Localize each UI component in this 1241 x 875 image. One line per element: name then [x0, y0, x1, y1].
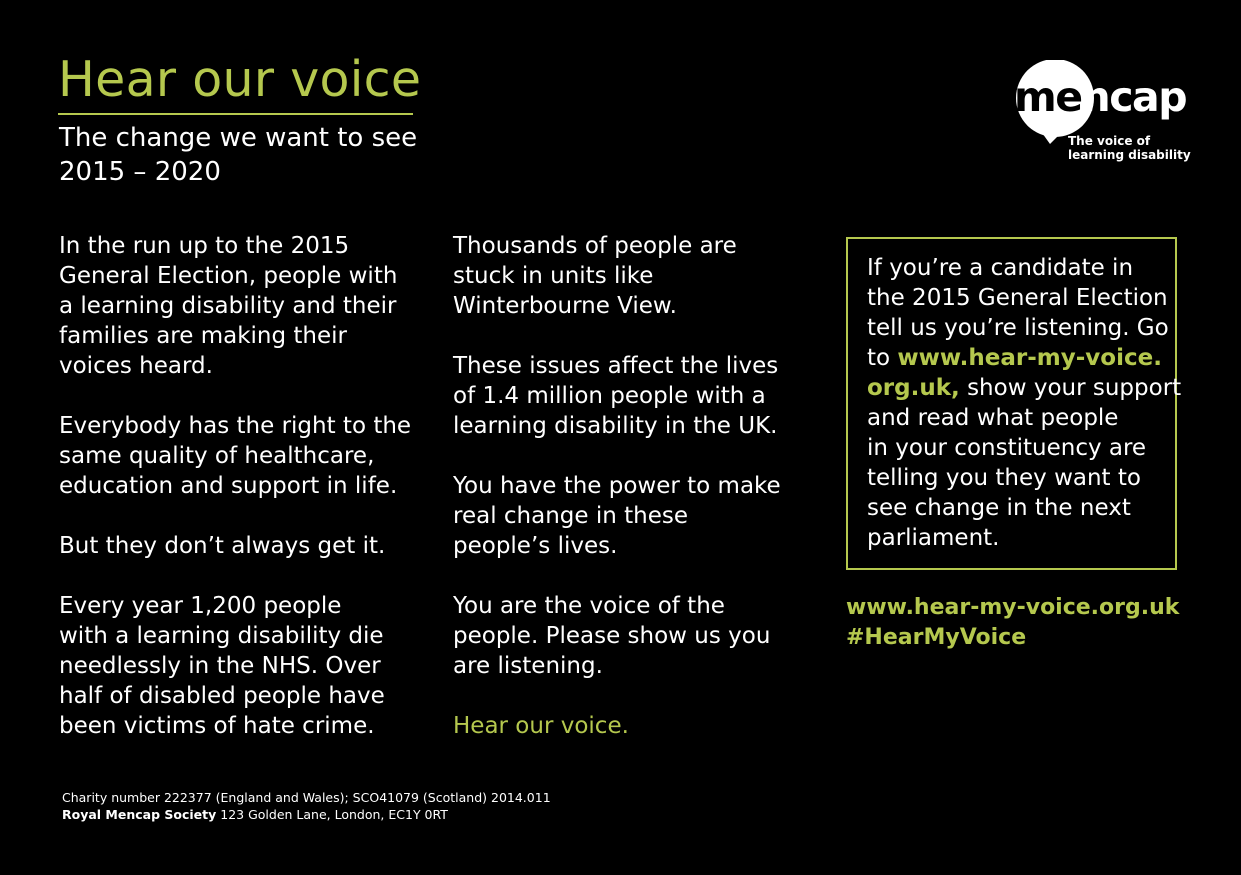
paragraph	[453, 351, 823, 441]
logo-word-ncap: ncap	[1081, 73, 1187, 121]
paragraph	[453, 231, 823, 321]
callout-line: If you’re a candidate in	[867, 255, 1134, 281]
charity-number: Charity number 222377 (England and Wales); SCO41079 (Scotland) 2014.011	[62, 790, 551, 805]
text-line: are listening.	[453, 653, 603, 679]
mencap-logo	[1010, 60, 1190, 170]
text-line: These issues affect the lives	[453, 353, 779, 379]
callout-text	[867, 253, 1187, 553]
left-column	[59, 231, 429, 771]
address: 123 Golden Lane, London, EC1Y 0RT	[216, 807, 448, 822]
callout-line: parliament.	[867, 525, 1000, 551]
paragraph	[59, 591, 429, 741]
callout-line	[867, 343, 1187, 373]
callout-line: telling you they want to	[867, 465, 1141, 491]
campaign-links	[846, 593, 1179, 653]
callout-line: in your constituency are	[867, 435, 1147, 461]
text-line: Everybody has the right to the	[59, 413, 412, 439]
middle-column	[453, 231, 823, 771]
paragraph	[453, 471, 823, 561]
subtitle-line: The change we want to see	[59, 123, 418, 153]
paragraph	[453, 711, 823, 741]
text-line: been victims of hate crime.	[59, 713, 375, 739]
paragraph	[453, 591, 823, 681]
callout-website-link-end[interactable]: org.uk,	[867, 375, 960, 401]
text-line: Thousands of people are	[453, 233, 737, 259]
footer	[62, 789, 551, 823]
text-line: half of disabled people have	[59, 683, 385, 709]
callout-text-fragment: show your support	[959, 375, 1182, 401]
text-line: voices heard.	[59, 353, 213, 379]
text-line: Every year 1,200 people	[59, 593, 342, 619]
logo-wordmark	[1014, 74, 1186, 120]
text-line: people’s lives.	[453, 533, 618, 559]
closing-line: Hear our voice.	[453, 713, 629, 739]
hashtag[interactable]: #HearMyVoice	[846, 625, 1027, 650]
text-line: same quality of healthcare,	[59, 443, 375, 469]
logo-tagline	[1068, 134, 1191, 162]
tagline-line: learning disability	[1068, 148, 1191, 162]
text-line: You are the voice of the	[453, 593, 725, 619]
text-line: of 1.4 million people with a	[453, 383, 766, 409]
paragraph	[59, 411, 429, 501]
text-line: But they don’t always get it.	[59, 533, 386, 559]
paragraph	[59, 231, 429, 381]
page-subtitle	[59, 121, 417, 189]
callout-text-fragment: to	[867, 345, 898, 371]
callout-line	[867, 373, 1187, 403]
text-line: real change in these	[453, 503, 689, 529]
page-title: Hear our voice	[58, 51, 422, 108]
subtitle-years: 2015 – 2020	[59, 157, 221, 187]
text-line: You have the power to make	[453, 473, 781, 499]
text-line: In the run up to the 2015	[59, 233, 350, 259]
website-link[interactable]: www.hear-my-voice.org.uk	[846, 595, 1180, 620]
text-line: learning disability in the UK.	[453, 413, 778, 439]
text-line: people. Please show us you	[453, 623, 771, 649]
text-line: education and support in life.	[59, 473, 398, 499]
text-line: Winterbourne View.	[453, 293, 677, 319]
callout-line: the 2015 General Election	[867, 285, 1168, 311]
callout-website-link[interactable]: www.hear-my-voice.	[897, 345, 1162, 371]
text-line: General Election, people with	[59, 263, 398, 289]
callout-line: tell us you’re listening. Go	[867, 315, 1169, 341]
org-name: Royal Mencap Society	[62, 807, 217, 822]
paragraph	[59, 531, 429, 561]
callout-line: and read what people	[867, 405, 1119, 431]
candidate-callout-box	[846, 237, 1182, 570]
tagline-line: The voice of	[1068, 134, 1151, 148]
text-line: families are making their	[59, 323, 348, 349]
callout-line: see change in the next	[867, 495, 1131, 521]
logo-word-me: me	[1014, 73, 1082, 121]
text-line: a learning disability and their	[59, 293, 397, 319]
title-underline	[58, 113, 413, 115]
text-line: with a learning disability die	[59, 623, 384, 649]
text-line: needlessly in the NHS. Over	[59, 653, 381, 679]
text-line: stuck in units like	[453, 263, 654, 289]
address-line	[62, 806, 551, 823]
